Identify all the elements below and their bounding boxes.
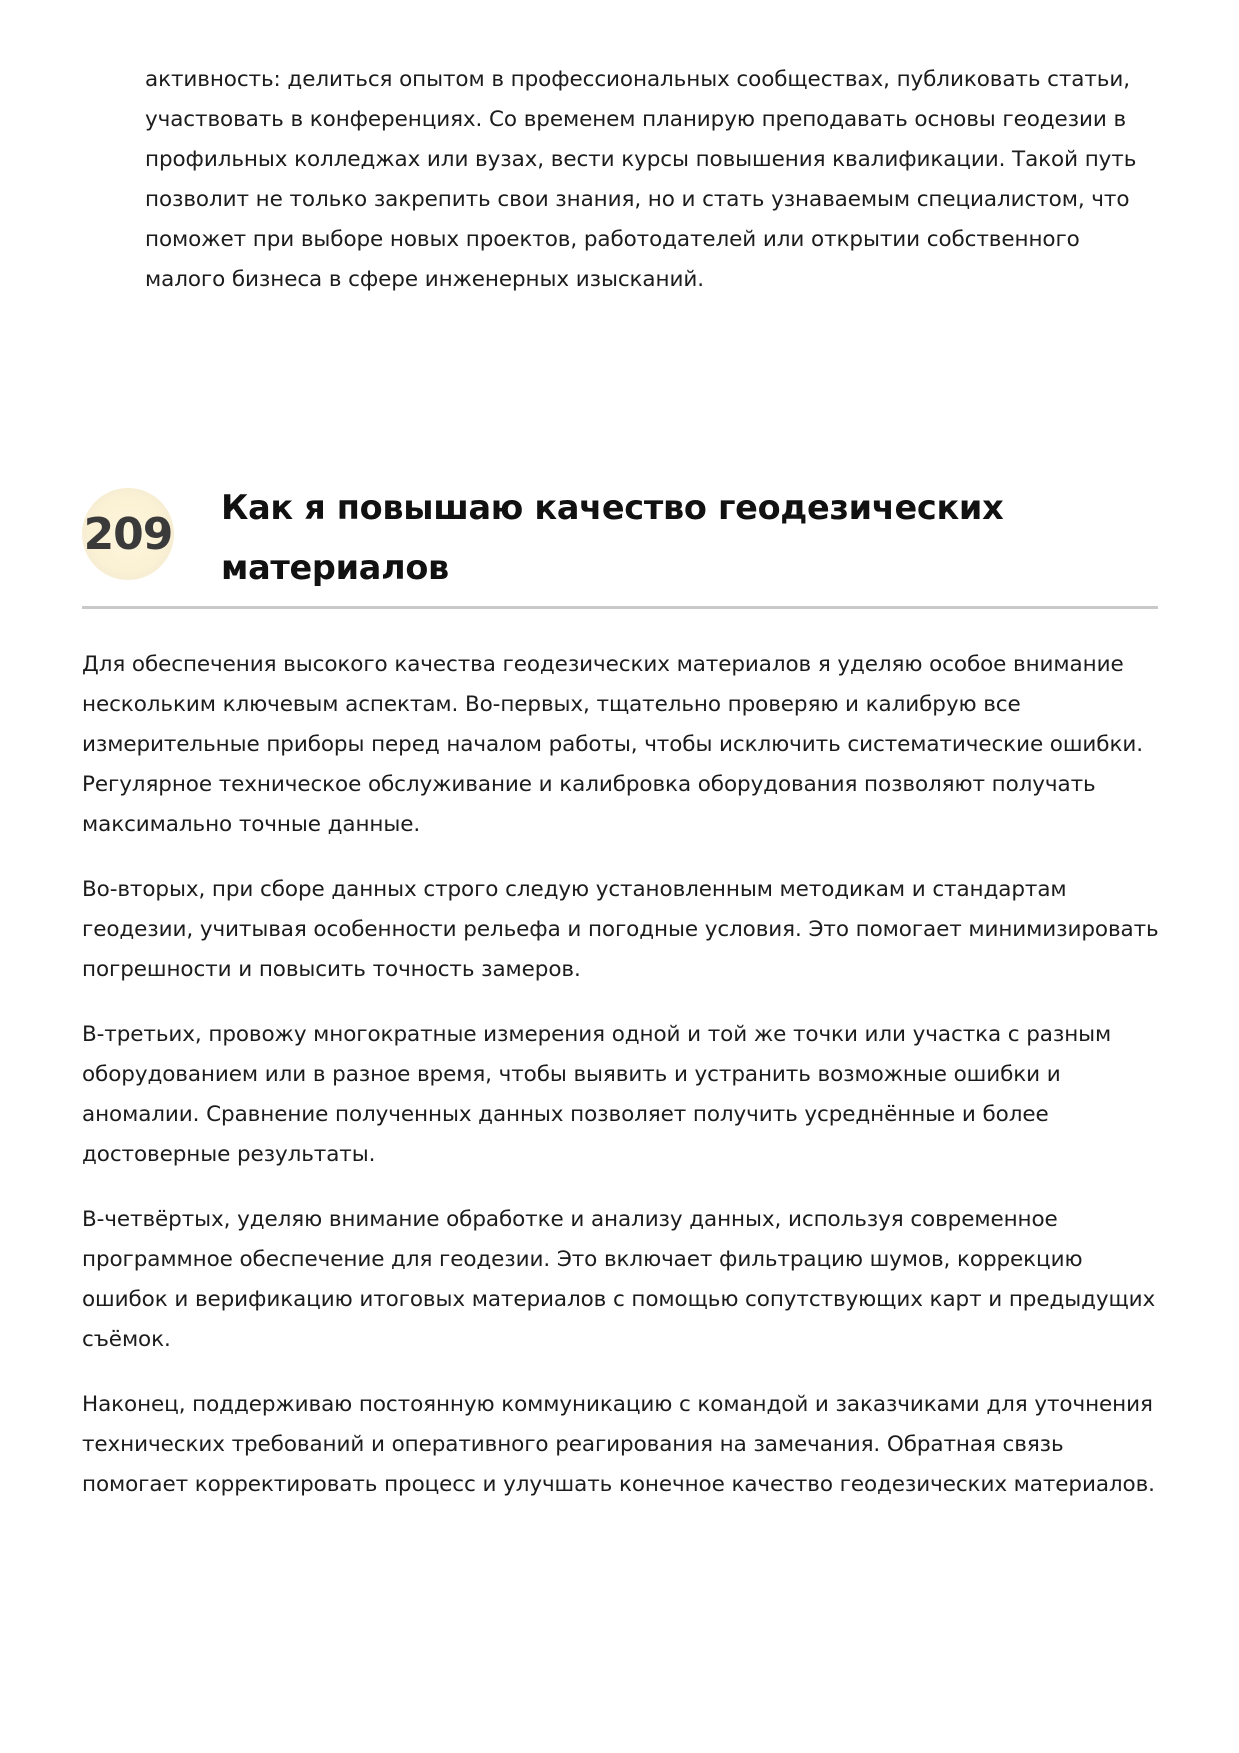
- section-body: [82, 645, 1162, 1530]
- paragraph-4: В-четвёртых, уделяю внимание обработке и анализу данных, используя современное программное обеспечение для геодезии. Это включает фильтрацию шумов, коррекцию ошибок и верификацию итоговых материалов с помощью сопутствующих карт и предыдущих съёмок.: [82, 1207, 1156, 1352]
- section-number: 209: [83, 508, 173, 560]
- section-title: Как я повышаю качество геодезических материалов: [221, 488, 1004, 587]
- continued-paragraph: активность: делиться опытом в профессиональных сообществах, публиковать статьи, участвовать в конференциях. Со временем планирую преподавать основы геодезии в профильных колледжах или вузах, вести курсы повышения квалификации. Такой путь позволит не только закрепить свои знания, но и стать узнаваемым специалистом, что поможет при выборе новых проектов, работодателей или открытии собственного малого бизнеса в сфере инженерных изысканий.: [145, 67, 1137, 292]
- section-number-badge: [82, 488, 174, 580]
- paragraph-2: Во-вторых, при сборе данных строго следую установленным методикам и стандартам геодезии, учитывая особенности рельефа и погодные условия. Это помогает минимизировать погрешности и повысить точность замеров.: [82, 877, 1159, 982]
- section-header: [82, 478, 1158, 609]
- paragraph-5: Наконец, поддерживаю постоянную коммуникацию с командой и заказчиками для уточнения технических требований и оперативного реагирования на замечания. Обратная связь помогает корректировать процесс и улучшать конечное качество геодезических материалов.: [82, 1392, 1155, 1497]
- paragraph-3: В-третьих, провожу многократные измерения одной и той же точки или участка с разным оборудованием или в разное время, чтобы выявить и устранить возможные ошибки и аномалии. Сравнение полученных данных позволяет получить усреднённые и более достоверные результаты.: [82, 1022, 1112, 1167]
- paragraph-1: Для обеспечения высокого качества геодезических материалов я уделяю особое внимание нескольким ключевым аспектам. Во-первых, тщательно проверяю и калибрую все измерительные приборы перед началом работы, чтобы исключить систематические ошибки. Регулярное техническое обслуживание и калибровка оборудования позволяют получать максимально точные данные.: [82, 652, 1143, 837]
